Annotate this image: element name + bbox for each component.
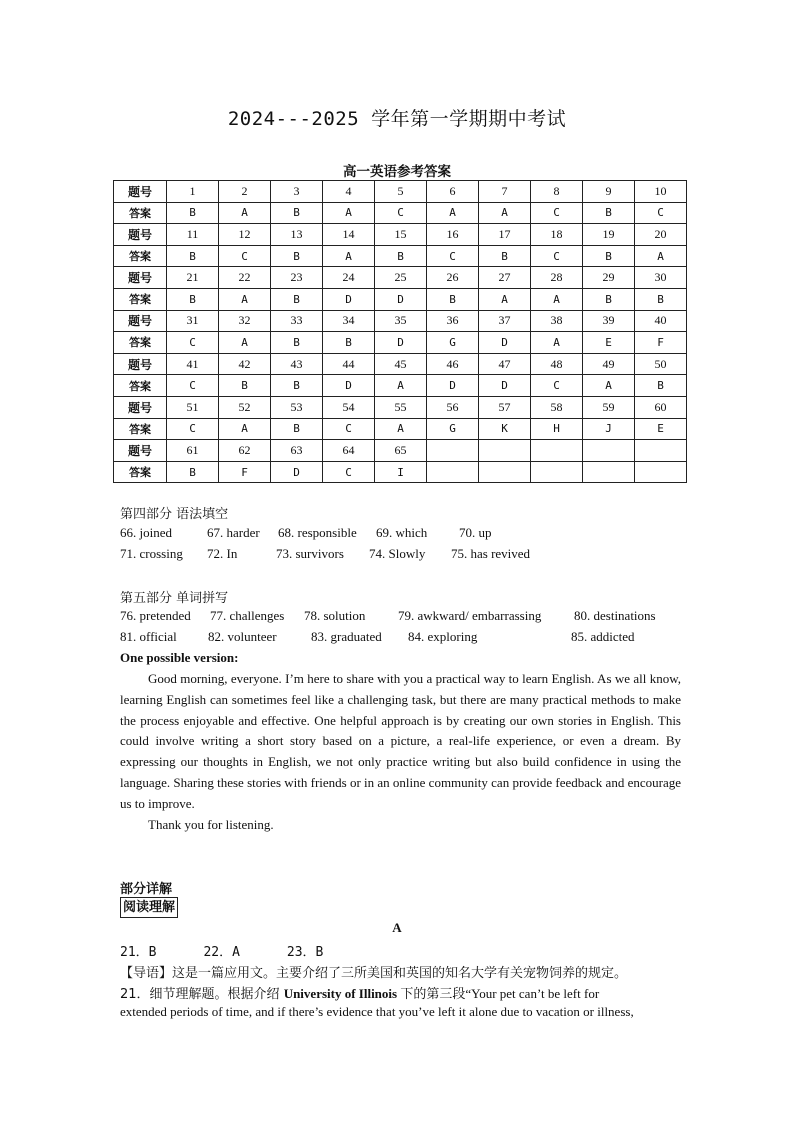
question-number-cell: 40 (635, 310, 687, 332)
answer-cell: C (167, 375, 219, 397)
answer-cell: C (167, 418, 219, 440)
answer-cell (479, 461, 531, 483)
answer-cell: C (531, 245, 583, 267)
question-number-row (114, 353, 687, 375)
answer-cell: A (635, 245, 687, 267)
answer-cell: C (427, 245, 479, 267)
question-number-cell: 34 (323, 310, 375, 332)
question-number-cell: 27 (479, 267, 531, 289)
answer-cell: H (531, 418, 583, 440)
answer-cell: B (323, 332, 375, 354)
question-number-cell: 5 (375, 181, 427, 203)
answer-cell: E (583, 332, 635, 354)
question-number-cell: 18 (531, 224, 583, 246)
answer-cell: A (219, 332, 271, 354)
question-number-cell: 54 (323, 396, 375, 418)
question-number-cell: 51 (167, 396, 219, 418)
row-label-answer: 答案 (114, 418, 167, 440)
question-number-row (114, 440, 687, 462)
question-number-cell: 28 (531, 267, 583, 289)
essay-heading: One possible version: (120, 650, 239, 665)
question-number-cell: 47 (479, 353, 531, 375)
answer-row (114, 461, 687, 483)
page-title: 2024---2025 学年第一学期期中考试 (227, 108, 567, 130)
question-number-cell: 53 (271, 396, 323, 418)
answer-cell: C (531, 375, 583, 397)
answer-cell: G (427, 332, 479, 354)
question-number-cell: 38 (531, 310, 583, 332)
question-number-cell: 52 (219, 396, 271, 418)
answer-cell: J (583, 418, 635, 440)
answer-cell: A (531, 288, 583, 310)
row-label-question: 题号 (114, 440, 167, 462)
question-number-cell (531, 440, 583, 462)
question-number-cell: 32 (219, 310, 271, 332)
q21-explanation (120, 983, 599, 1002)
section-label-box: 阅读理解 (120, 897, 178, 918)
answer-cell: B (583, 245, 635, 267)
question-number-cell: 49 (583, 353, 635, 375)
answer-row (114, 375, 687, 397)
answer-row (114, 245, 687, 267)
question-number-cell: 48 (531, 353, 583, 375)
answer-item: 67. harder (207, 525, 260, 540)
question-number-cell: 46 (427, 353, 479, 375)
answer-item: 83. graduated (311, 629, 382, 644)
answer-cell: D (323, 288, 375, 310)
answer-cell: B (167, 245, 219, 267)
q21-explanation-line2: extended periods of time, and if there’s evidence that you’ve left it alone due to vacation or illness, (120, 1004, 634, 1019)
question-number-cell: 13 (271, 224, 323, 246)
question-number-cell: 62 (219, 440, 271, 462)
question-number-cell: 6 (427, 181, 479, 203)
row-label-question: 题号 (114, 267, 167, 289)
question-number-cell: 50 (635, 353, 687, 375)
question-number-cell: 15 (375, 224, 427, 246)
answer-cell (427, 461, 479, 483)
answer-cell: C (323, 418, 375, 440)
question-number-cell: 10 (635, 181, 687, 203)
answer-cell: G (427, 418, 479, 440)
row-label-question: 题号 (114, 353, 167, 375)
answer-cell: B (271, 245, 323, 267)
answer-item: 81. official (120, 629, 177, 644)
question-number-cell: 39 (583, 310, 635, 332)
row-label-answer: 答案 (114, 461, 167, 483)
answer-item: 78. solution (304, 608, 366, 623)
answer-cell: A (531, 332, 583, 354)
question-number-cell: 36 (427, 310, 479, 332)
answer-item: 70. up (459, 525, 492, 540)
question-number-cell: 8 (531, 181, 583, 203)
row-label-question: 题号 (114, 310, 167, 332)
passage-answers: 21．B 22．A 23．B (120, 945, 324, 960)
question-number-cell: 9 (583, 181, 635, 203)
answer-cell: B (479, 245, 531, 267)
answer-cell: B (583, 202, 635, 224)
question-number-row (114, 267, 687, 289)
answer-item: 80. destinations (574, 608, 656, 623)
guide-text: 【导语】这是一篇应用文。主要介绍了三所美国和英国的知名大学有关宠物饲养的规定。 (120, 966, 628, 981)
row-label-answer: 答案 (114, 245, 167, 267)
answer-cell: A (583, 375, 635, 397)
answer-cell: C (375, 202, 427, 224)
question-number-cell: 11 (167, 224, 219, 246)
answer-item: 79. awkward/ embarrassing (398, 608, 542, 623)
answer-cell: B (167, 202, 219, 224)
answer-cell: I (375, 461, 427, 483)
answer-row (114, 202, 687, 224)
answer-cell: E (635, 418, 687, 440)
answer-item: 71. crossing (120, 546, 183, 561)
question-number-row (114, 396, 687, 418)
answer-item: 77. challenges (210, 608, 285, 623)
question-number-row (114, 224, 687, 246)
question-number-cell: 14 (323, 224, 375, 246)
question-number-cell: 45 (375, 353, 427, 375)
answer-cell: C (531, 202, 583, 224)
question-number-cell: 4 (323, 181, 375, 203)
answer-cell: B (583, 288, 635, 310)
answer-cell: F (635, 332, 687, 354)
row-label-question: 题号 (114, 396, 167, 418)
question-number-cell: 65 (375, 440, 427, 462)
answer-item: 82. volunteer (208, 629, 277, 644)
question-number-cell: 31 (167, 310, 219, 332)
question-number-cell: 41 (167, 353, 219, 375)
q21-suffix: 下的第三段“Your pet can’t be left for (397, 986, 600, 1001)
answer-cell: B (635, 375, 687, 397)
answer-cell: C (167, 332, 219, 354)
answer-item: 84. exploring (408, 629, 478, 644)
answer-cell: C (323, 461, 375, 483)
row-label-question: 题号 (114, 181, 167, 203)
question-number-cell: 64 (323, 440, 375, 462)
question-number-cell (479, 440, 531, 462)
answer-cell: B (271, 288, 323, 310)
essay-paragraph: Good morning, everyone. I’m here to share with you a practical way to learn English. As we all know, learning English can sometimes feel like a challenging task, but there are many practical methods to make the process enjoyable and effective. One helpful approach is by creating our own stories in English. This could involve writing a short story based on a picture, a real-life experience, or even a dream. By expressing our thoughts in English, we not only practice writing but also build confidence in using the language. Sharing these stories with friends or in an online community can provide feedback and encourage us to improve. (120, 671, 681, 811)
answer-cell (583, 461, 635, 483)
question-number-cell: 19 (583, 224, 635, 246)
question-number-row (114, 310, 687, 332)
answer-cell: C (219, 245, 271, 267)
answer-item: 66. joined (120, 525, 172, 540)
answer-item: 68. responsible (278, 525, 357, 540)
question-number-cell: 60 (635, 396, 687, 418)
question-number-cell: 30 (635, 267, 687, 289)
page-subtitle: 高一英语参考答案 (343, 164, 451, 180)
answer-item: 74. Slowly (369, 546, 426, 561)
answer-cell: B (635, 288, 687, 310)
details-heading: 部分详解 (120, 882, 173, 897)
answer-row (114, 288, 687, 310)
q21-bold: University of Illinois (283, 986, 398, 1001)
answer-cell (531, 461, 583, 483)
passage-letter: A (392, 920, 402, 935)
question-number-cell: 33 (271, 310, 323, 332)
answer-cell: B (219, 375, 271, 397)
question-number-cell: 61 (167, 440, 219, 462)
q21-prefix: 21．细节理解题。根据介绍 (120, 987, 284, 1002)
question-number-cell: 58 (531, 396, 583, 418)
answer-cell: B (167, 288, 219, 310)
answer-row (114, 418, 687, 440)
answer-cell: A (219, 418, 271, 440)
answer-cell: B (167, 461, 219, 483)
answer-table (113, 180, 687, 483)
question-number-cell: 24 (323, 267, 375, 289)
part4-heading: 第四部分 语法填空 (120, 507, 229, 522)
question-number-cell: 20 (635, 224, 687, 246)
question-number-cell: 17 (479, 224, 531, 246)
answer-item: 85. addicted (571, 629, 635, 644)
answer-cell: F (219, 461, 271, 483)
answer-cell: A (323, 245, 375, 267)
answer-cell: D (427, 375, 479, 397)
answer-cell: D (375, 288, 427, 310)
question-number-cell (635, 440, 687, 462)
part5-heading: 第五部分 单词拼写 (120, 591, 229, 606)
answer-cell: D (271, 461, 323, 483)
row-label-question: 题号 (114, 224, 167, 246)
answer-item: 73. survivors (276, 546, 344, 561)
answer-cell: A (219, 288, 271, 310)
question-number-cell: 57 (479, 396, 531, 418)
row-label-answer: 答案 (114, 288, 167, 310)
answer-cell: B (271, 375, 323, 397)
answer-cell: B (375, 245, 427, 267)
question-number-cell: 22 (219, 267, 271, 289)
question-number-cell: 3 (271, 181, 323, 203)
question-number-cell: 42 (219, 353, 271, 375)
answer-cell: A (427, 202, 479, 224)
answer-row (114, 332, 687, 354)
answer-cell: D (375, 332, 427, 354)
question-number-cell: 35 (375, 310, 427, 332)
answer-cell: B (427, 288, 479, 310)
answer-cell: D (479, 332, 531, 354)
answer-item: 75. has revived (451, 546, 531, 561)
question-number-cell: 55 (375, 396, 427, 418)
question-number-cell: 16 (427, 224, 479, 246)
answer-item: 76. pretended (120, 608, 191, 623)
question-number-cell: 12 (219, 224, 271, 246)
question-number-cell: 44 (323, 353, 375, 375)
question-number-cell: 37 (479, 310, 531, 332)
question-number-cell: 26 (427, 267, 479, 289)
question-number-cell: 2 (219, 181, 271, 203)
question-number-cell: 29 (583, 267, 635, 289)
answer-cell: B (271, 202, 323, 224)
question-number-cell: 21 (167, 267, 219, 289)
question-number-cell: 25 (375, 267, 427, 289)
answer-cell: A (479, 288, 531, 310)
question-number-row (114, 181, 687, 203)
question-number-cell: 63 (271, 440, 323, 462)
question-number-cell: 1 (167, 181, 219, 203)
answer-cell: D (323, 375, 375, 397)
answer-cell: B (271, 418, 323, 440)
answer-cell: B (271, 332, 323, 354)
question-number-cell (583, 440, 635, 462)
answer-cell: A (375, 418, 427, 440)
question-number-cell (427, 440, 479, 462)
row-label-answer: 答案 (114, 332, 167, 354)
question-number-cell: 43 (271, 353, 323, 375)
answer-item: 72. In (207, 546, 238, 561)
row-label-answer: 答案 (114, 375, 167, 397)
question-number-cell: 7 (479, 181, 531, 203)
answer-cell: K (479, 418, 531, 440)
answer-item: 69. which (376, 525, 428, 540)
question-number-cell: 56 (427, 396, 479, 418)
answer-cell: A (479, 202, 531, 224)
essay-body (120, 669, 681, 835)
answer-cell: A (323, 202, 375, 224)
answer-cell: C (635, 202, 687, 224)
row-label-answer: 答案 (114, 202, 167, 224)
answer-cell (635, 461, 687, 483)
essay-closing: Thank you for listening. (148, 816, 274, 832)
answer-cell: D (479, 375, 531, 397)
question-number-cell: 23 (271, 267, 323, 289)
answer-cell: A (219, 202, 271, 224)
question-number-cell: 59 (583, 396, 635, 418)
answer-cell: A (375, 375, 427, 397)
